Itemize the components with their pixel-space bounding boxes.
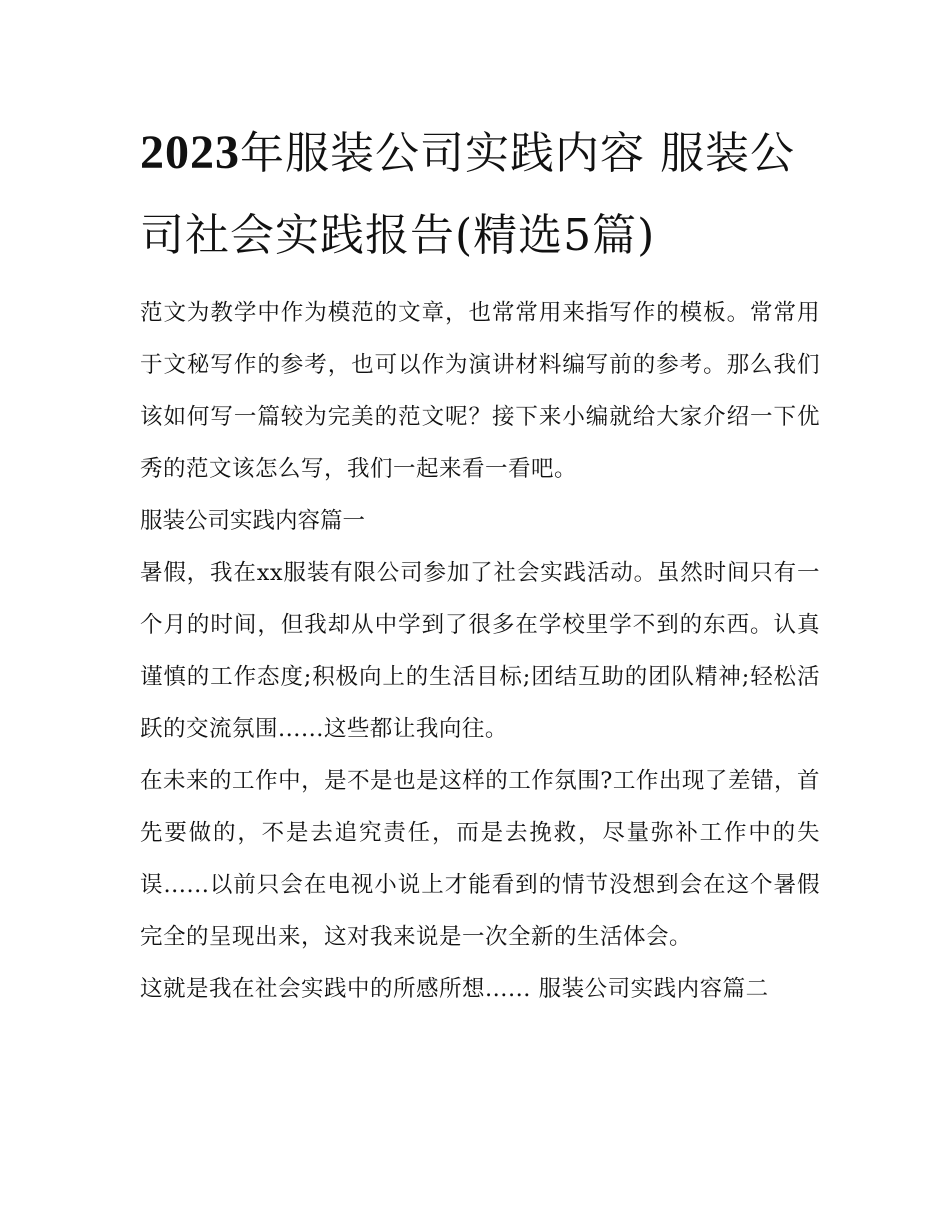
body-paragraph-2: 在未来的工作中，是不是也是这样的工作氛围?工作出现了差错，首先要做的，不是去追究责任，而是去挽救，尽量弥补工作中的失误......以前只会在电视小说上才能看到的情节没想到会在这个暑假完全的呈现出来，这对我来说是一次全新的生活体会。 [140, 768, 820, 950]
intro-paragraph: 范文为教学中作为模范的文章，也常常用来指写作的模板。常常用于文秘写作的参考，也可以作为演讲材料编写前的参考。那么我们该如何写一篇较为完美的范文呢？接下来小编就给大家介绍一下优秀的范文该怎么写，我们一起来看一看吧。 [140, 300, 820, 482]
body-paragraph-3: 这就是我在社会实践中的所感所想...... 服装公司实践内容篇二 [140, 976, 769, 1002]
title-text: 年服装公司实践内容 服装公司社会实践报告(精选5篇) [140, 128, 795, 261]
title-year: 2023 [140, 126, 240, 179]
section-heading: 服装公司实践内容篇一 [140, 508, 366, 534]
document-title [140, 112, 820, 277]
body-paragraph-1: 暑假，我在xx服装有限公司参加了社会实践活动。虽然时间只有一个月的时间，但我却从中学到了很多在学校里学不到的东西。认真谨慎的工作态度;积极向上的生活目标;团结互助的团队精神;轻松活跃的交流氛围......这些都让我向往。 [140, 560, 820, 742]
document-body [140, 112, 820, 1015]
